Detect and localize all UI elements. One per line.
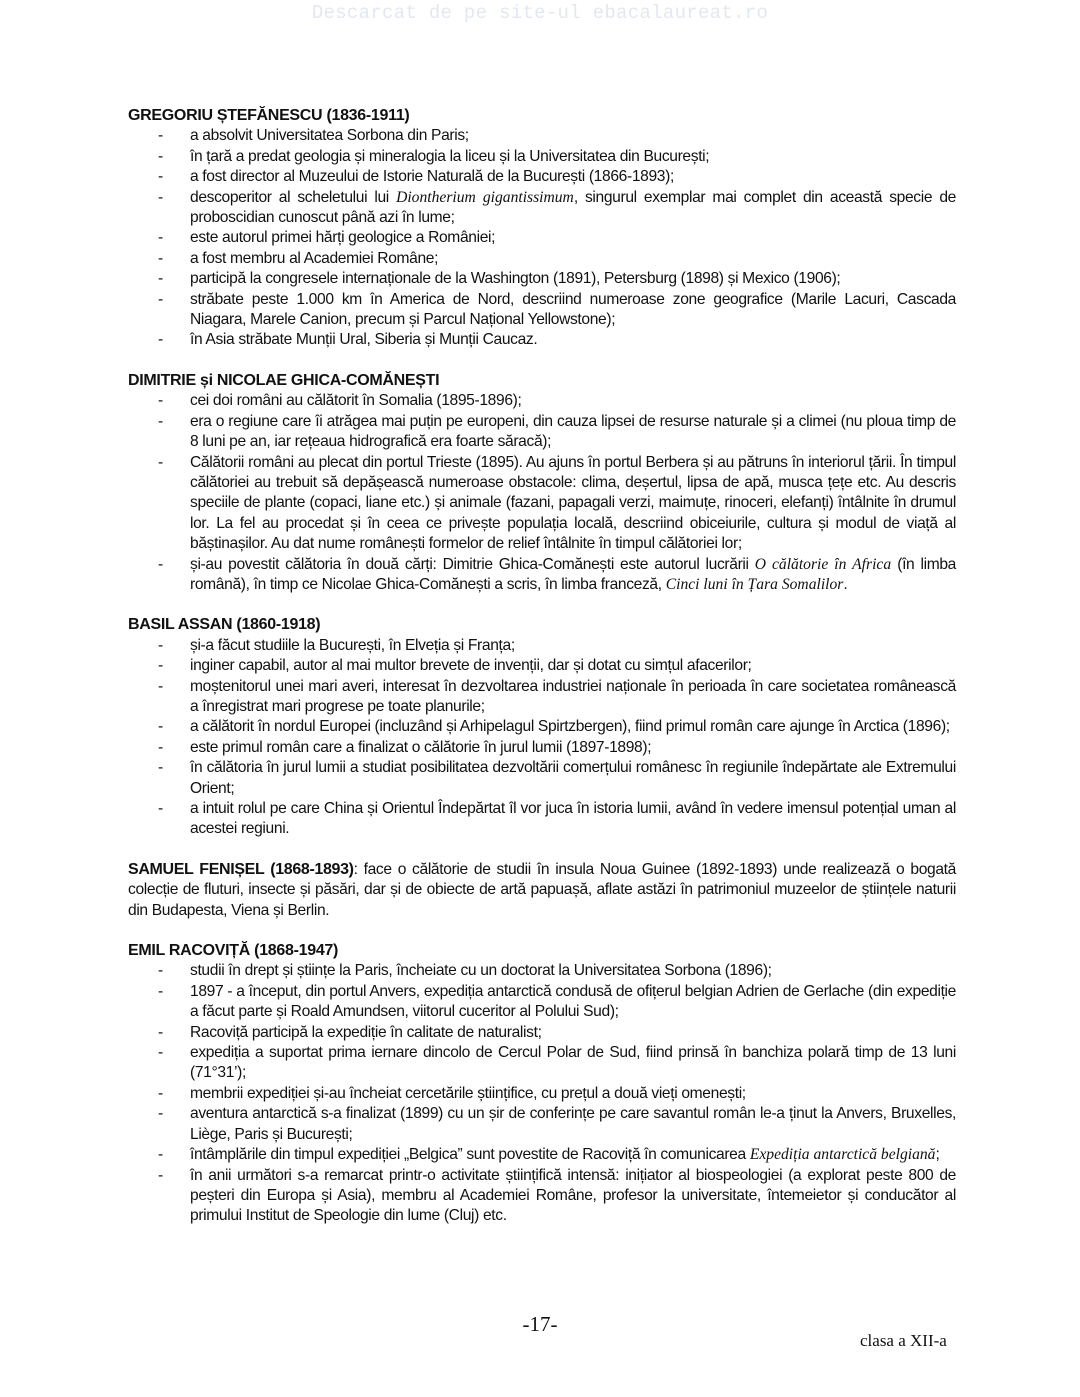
list-item: - studii în drept și științe la Paris, încheiate cu un doctorat la Universitatea Sorbona (1896); [128, 961, 956, 981]
list-item: - străbate peste 1.000 km în America de Nord, descriind numeroase zone geografice (Marile Lacuri, Cascada Niagara, Marele Canion, precum și Parcul Național Yellowstone); [128, 290, 956, 331]
list-item: - Racoviță participă la expediție în calitate de naturalist; [128, 1023, 956, 1043]
list-item: - aventura antarctică s-a finalizat (1899) cu un șir de conferințe pe care savantul român le-a ținut la Anvers, Bruxelles, Liège, Paris și București; [128, 1104, 956, 1145]
list-item: - în țară a predat geologia și mineralogia la liceu și la Universitatea din București; [128, 147, 956, 167]
bullet-list [128, 961, 956, 1226]
section-ghica-comanesti [128, 371, 956, 595]
document-page [128, 106, 956, 1247]
list-item: - și-a făcut studiile la București, în Elveția și Franța; [128, 636, 956, 656]
list-item: - a călătorit în nordul Europei (incluzând și Arhipelagul Spirtzbergen), fiind primul român care ajunge în Arctica (1896); [128, 717, 956, 737]
section-heading: GREGORIU ȘTEFĂNESCU (1836-1911) [128, 107, 410, 124]
list-item: - în Asia străbate Munții Ural, Siberia și Munții Caucaz. [128, 330, 956, 350]
section-samuel-fenisel [128, 860, 956, 921]
publication-title: Expediția antarctică belgiană [749, 1146, 936, 1164]
list-item: - era o regiune care îi atrăgea mai puțin pe europeni, din cauza lipsei de resurse naturale și a climei (nu ploua timp de 8 luni pe an, iar rețeaua hidrografică era foarte săracă); [128, 412, 956, 453]
list-item: - a fost membru al Academiei Române; [128, 249, 956, 269]
list-item: - moștenitorul unei mari averi, interesat în dezvoltarea industriei naționale în perioada în care societatea românească a înregistrat mari progrese pe toate planurile; [128, 677, 956, 718]
list-item: - membrii expediției și-au încheiat cercetările științifice, cu prețul a două vieți omenești; [128, 1084, 956, 1104]
section-heading: SAMUEL FENIȘEL (1868-1893) [128, 860, 354, 878]
list-item: - inginer capabil, autor al mai multor brevete de invenții, dar și dotat cu simțul afacerilor; [128, 656, 956, 676]
list-item [128, 555, 956, 596]
item-text: descoperitor al scheletului lui [190, 188, 397, 206]
bullet-list [128, 636, 956, 840]
list-item: - cei doi români au călătorit în Somalia (1895-1896); [128, 391, 956, 411]
species-name: Diontherium gigantissimum [396, 188, 574, 206]
paragraph-text: : face o călătorie de studii în insula Noua Guinee (1892-1893) unde realizează o bogată colecție de fluturi, insecte și păsări, dar și de obiecte de artă papuașă, aflate astăzi în patrimoniul muzeelor de științele naturii din Budapesta, Viena și Berlin. [128, 860, 956, 919]
list-item [128, 1145, 956, 1165]
item-text: , singurul exemplar mai complet din această specie de proboscidian cunoscut până azi în lume; [190, 188, 956, 227]
book-title: O călătorie în Africa [754, 555, 892, 573]
list-item: - participă la congresele internaționale de la Washington (1891), Petersburg (1898) și Mexico (1906); [128, 269, 956, 289]
list-item: - expediția a suportat prima iernare dincolo de Cercul Polar de Sud, fiind prinsă în banchiza polară timp de 13 luni (71°31’); [128, 1043, 956, 1084]
section-gregoriu-stefanescu [128, 106, 956, 351]
page-number: -17- [522, 1312, 558, 1336]
item-text: întâmplările din timpul expediției „Belgica” sunt povestite de Racoviță în comunicarea [190, 1146, 750, 1164]
watermark: Descarcat de pe site-ul ebacalaureat.ro [311, 2, 769, 24]
bullet-list [128, 391, 956, 595]
list-item: - a absolvit Universitatea Sorbona din Paris; [128, 126, 956, 146]
list-item: - Călătorii români au plecat din portul Trieste (1895). Au ajuns în portul Berbera și au pătruns în interiorul țării. În timpul călătoriei au trebuit să depășească numeroase obstacole: clima, deșertul, lipsa de apă, musca țețe etc. Au descris speciile de plante (copaci, liane etc.) și animale (fazani, papagali verzi, maimuțe, rinoceri, elefanți) întâlnite în drumul lor. La fel au procedat și în ceea ce privește populația locală, descriind obiceiurile, cultura și modul de viață al băștinașilor. Au dat nume românești formelor de relief întâlnite în timpul călătoriei lor; [128, 453, 956, 555]
list-item: - 1897 - a început, din portul Anvers, expediția antarctică condusă de ofițerul belgian Adrien de Gerlache (din expediție a făcut parte și Roald Amundsen, viitorul cuceritor al Polului Sud); [128, 982, 956, 1023]
list-item: - în călătoria în jurul lumii a studiat posibilitatea dezvoltării comerțului românesc în regiunile îndepărtate ale Extremului Orient; [128, 758, 956, 799]
list-item: - a fost director al Muzeului de Istorie Naturală de la București (1866-1893); [128, 167, 956, 187]
section-heading: EMIL RACOVIȚĂ (1868-1947) [128, 942, 339, 960]
item-text: ; [935, 1146, 940, 1164]
item-text: . [843, 575, 848, 593]
list-item: - este autorul primei hărți geologice a României; [128, 228, 956, 248]
list-item: - este primul român care a finalizat o călătorie în jurul lumii (1897-1898); [128, 738, 956, 758]
section-basil-assan [128, 615, 956, 839]
class-label: clasa a XII-a [860, 1331, 947, 1350]
section-heading: DIMITRIE și NICOLAE GHICA-COMĂNEȘTI [128, 371, 440, 389]
list-item [128, 188, 956, 229]
list-item: - a intuit rolul pe care China și Orientul Îndepărtat îl vor juca în istoria lumii, având în vedere imensul potențial uman al acestei regiuni. [128, 799, 956, 840]
item-text: și-au povestit călătoria în două cărți: Dimitrie Ghica-Comănești este autorul lucrării [190, 555, 755, 573]
section-emil-racovita [128, 941, 956, 1227]
bullet-list [128, 126, 956, 350]
item-text: (în limba română), în timp ce Nicolae Ghica-Comănești a scris, în limba franceză, [190, 555, 956, 593]
list-item: - în anii următori s-a remarcat printr-o activitate științifică intensă: inițiator al biospeologiei (a explorat peste 800 de peșteri din Europa și Asia), membru al Academiei Române, profesor la universitate, întemeietor și conducător al primului Institut de Speologie din lume (Cluj) etc. [128, 1166, 956, 1227]
book-title: Cinci luni în Țara Somalilor [665, 575, 844, 593]
section-heading: BASIL ASSAN (1860-1918) [128, 616, 321, 634]
